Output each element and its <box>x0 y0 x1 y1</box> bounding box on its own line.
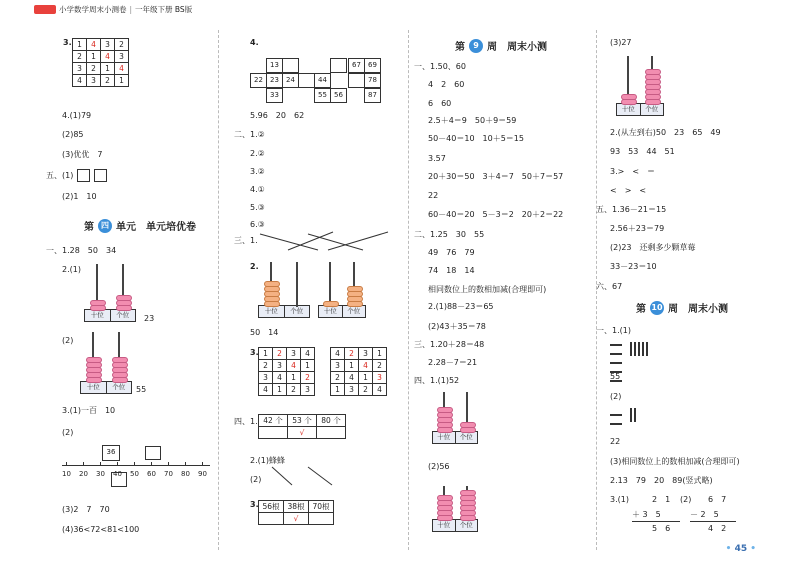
vertical-calc: ＋ 3 5 <box>632 510 661 519</box>
answer-grid <box>72 38 129 87</box>
answer-line: (2) <box>250 475 262 484</box>
answer-line: 3.(1)一百 10 <box>62 406 116 415</box>
choice-table: 42 个 53 个 80 个 √ <box>258 414 346 439</box>
answer-line: (2)1 10 <box>62 192 97 201</box>
connect-lines <box>270 465 340 489</box>
grid-cell: 1 <box>101 63 115 75</box>
answer-line: 60－40＝20 5－3＝2 20＋2＝22 <box>428 210 564 219</box>
answer-line: 74 18 14 <box>428 266 475 275</box>
blank-cell <box>298 73 315 88</box>
grid-cell: 2 <box>373 360 387 372</box>
week-number-badge: 10 <box>650 301 664 315</box>
answer-line: 一、1.50、60 <box>414 62 466 71</box>
answer-line: 22 <box>428 191 439 200</box>
ruler-tick <box>100 462 101 466</box>
number-cell: 87 <box>364 88 381 103</box>
answer-line: 六、67 <box>596 282 623 291</box>
page-header: 小学数学周末小测卷 | 一年级下册 BS版 <box>34 4 192 15</box>
answer-line: (3)相同数位上的数相加减(合理即可) <box>610 457 740 466</box>
answer-line: 3.57 <box>428 154 446 163</box>
answer-grid <box>258 347 315 396</box>
answer-line: 2.28－7＝21 <box>428 358 478 367</box>
answer-line: 2.13 79 20 89(竖式略) <box>610 476 713 485</box>
abacus-base: 十位 个位 <box>616 103 664 116</box>
number-cell: 67 <box>348 58 365 73</box>
answer-line: < > < <box>610 186 647 195</box>
ruler-tick <box>202 462 203 466</box>
abacus-base: 十位 个位 <box>84 309 136 322</box>
q3-label: 3. <box>63 38 72 47</box>
vertical-calc: 6 7 <box>708 495 727 504</box>
grid-cell: 3 <box>259 372 273 384</box>
answer-line: 五、(1) <box>46 171 74 180</box>
grid-cell: 3 <box>359 348 373 360</box>
abacus-bead <box>437 407 453 413</box>
answer-line: 2.5＋4＝9 50＋9＝59 <box>428 116 517 125</box>
number-cell: 23 <box>266 73 283 88</box>
answer-line: (2)23 还剩多少颗草莓 <box>610 243 696 252</box>
grid-cell: 4 <box>87 39 101 51</box>
grid-cell: 2 <box>101 75 115 87</box>
abacus-bead <box>347 286 363 292</box>
answer-line: (3)优优 7 <box>62 150 103 159</box>
abacus <box>432 486 478 532</box>
answer-line: 33－23＝10 <box>610 262 657 271</box>
ruler-tick <box>117 462 118 466</box>
ruler-tick <box>151 462 152 466</box>
q2-label: 2. <box>250 262 259 271</box>
answer-line: (2) <box>62 336 74 345</box>
ruler-label: 40 <box>113 470 122 478</box>
number-line <box>62 465 210 466</box>
grid-cell: 1 <box>115 75 129 87</box>
ruler-label: 20 <box>79 470 88 478</box>
answer-line: (2) <box>62 428 74 437</box>
vertical-calc: 5 6 <box>652 524 671 533</box>
header-title: 小学数学周末小测卷 <box>59 5 127 14</box>
answer-line: 四、1. <box>234 417 258 426</box>
blank-box <box>94 169 107 182</box>
answer-line: (4)36<72<81<100 <box>62 525 140 534</box>
answer-line: 4.① <box>250 185 265 194</box>
grid-cell: 3 <box>115 51 129 63</box>
abacus-base: 十位 个位 <box>80 381 132 394</box>
number-cell: 22 <box>250 73 267 88</box>
ruler-label: 80 <box>181 470 190 478</box>
ruler-label: 50 <box>130 470 139 478</box>
abacus-bead <box>112 357 128 363</box>
matching-lines <box>258 228 398 254</box>
answer-line: 2.(1) <box>62 265 81 274</box>
brand-logo-icon <box>34 5 56 14</box>
calc-divider <box>690 521 736 522</box>
answer-line: 6 60 <box>428 99 452 108</box>
grid-cell: 1 <box>359 372 373 384</box>
answer-line: 50 14 <box>250 328 279 337</box>
answer-line: (2) <box>610 392 622 401</box>
answer-grid <box>330 347 387 396</box>
answer-line: 相同数位上的数相加减(合理即可) <box>428 285 547 294</box>
grid-cell: 3 <box>301 384 315 396</box>
number-box: 36 <box>102 445 120 461</box>
dot-icon: • <box>725 544 732 554</box>
grid-cell: 3 <box>331 360 345 372</box>
ruler-label: 90 <box>198 470 207 478</box>
answer-line: 5.③ <box>250 203 265 212</box>
grid-cell: 2 <box>345 348 359 360</box>
answer-line: 2.(1)蜂蜂 <box>250 456 285 465</box>
answer-line: 2.(从左到右)50 23 65 49 <box>610 128 721 137</box>
abacus-bead <box>86 357 102 363</box>
answer-line: 五、1.36－21＝15 <box>596 205 667 214</box>
abacus-bead <box>264 281 280 287</box>
grid-cell: 1 <box>87 51 101 63</box>
answer-line: 4 2 60 <box>428 80 465 89</box>
grid-cell: 3 <box>287 348 301 360</box>
answer-line: 49 76 79 <box>428 248 475 257</box>
answer-line: 2.56＋23＝79 <box>610 224 665 233</box>
grid-cell: 4 <box>373 384 387 396</box>
blank-cell <box>348 73 365 88</box>
grid-cell: 2 <box>115 39 129 51</box>
answer-line: 三、1. <box>234 236 258 245</box>
calc-divider <box>632 521 680 522</box>
choice-table: 56根 38根 70根 √ <box>258 500 334 525</box>
ruler-tick <box>185 462 186 466</box>
answer-line: 一、1.(1) <box>596 326 631 335</box>
answer-line: (3)27 <box>610 38 632 47</box>
grid-cell: 4 <box>345 372 359 384</box>
answer-line: 三、1.20＋28＝48 <box>414 340 485 349</box>
answer-line: 4.(1)79 <box>62 111 92 120</box>
ruler-tick <box>66 462 67 466</box>
check-mark: √ <box>288 427 317 439</box>
grid-cell: 2 <box>87 63 101 75</box>
answer-line: 3.(1) <box>610 495 629 504</box>
grid-cell: 4 <box>359 360 373 372</box>
grid-cell: 4 <box>115 63 129 75</box>
unit-number-badge: 四 <box>98 219 112 233</box>
abacus-bead <box>460 490 476 496</box>
answer-line: 3.> < ＝ <box>610 167 656 176</box>
number-cell: 56 <box>330 88 347 103</box>
dot-icon: • <box>750 544 756 554</box>
abacus-bead <box>645 69 661 75</box>
abacus-base: 十位 个位 <box>432 431 478 444</box>
abacus <box>432 392 478 444</box>
number-cell: 44 <box>314 73 331 88</box>
answer-line: 93 53 44 51 <box>610 147 675 156</box>
abacus <box>616 56 664 116</box>
grid-cell: 3 <box>73 63 87 75</box>
abacus-bead <box>323 301 339 307</box>
column-divider <box>218 30 219 550</box>
grid-cell: 4 <box>101 51 115 63</box>
grid-cell: 4 <box>287 360 301 372</box>
vertical-calc: 4 2 <box>708 524 727 533</box>
q3-label: 3. <box>250 348 259 357</box>
q3-label: 3. <box>250 500 259 509</box>
grid-cell: 2 <box>273 348 287 360</box>
grid-cell: 4 <box>331 348 345 360</box>
grid-cell: 1 <box>259 348 273 360</box>
grid-cell: 2 <box>359 384 373 396</box>
grid-cell: 1 <box>345 360 359 372</box>
grid-cell: 4 <box>273 372 287 384</box>
number-cell: 24 <box>282 73 299 88</box>
answer-line: 2.(1)88－23＝65 <box>428 302 494 311</box>
grid-cell: 4 <box>73 75 87 87</box>
number-cell: 55 <box>314 88 331 103</box>
answer-line: 22 <box>610 437 621 446</box>
answer-line: (2)85 <box>62 130 84 139</box>
answer-line: 6.③ <box>250 220 265 229</box>
grid-cell: 2 <box>331 372 345 384</box>
answer-line: 55 <box>136 385 147 394</box>
vertical-calc: － 2 5 <box>690 510 719 519</box>
grid-cell: 2 <box>287 384 301 396</box>
grid-cell: 2 <box>73 51 87 63</box>
week-title: 第 9 周 周末小测 <box>455 40 547 53</box>
grid-cell: 3 <box>101 39 115 51</box>
abacus-bead <box>460 422 476 428</box>
answer-line: 3.② <box>250 167 265 176</box>
answer-line: (3)2 7 70 <box>62 505 110 514</box>
answer-line: 二、1.② <box>234 130 265 139</box>
ruler-tick <box>134 462 135 466</box>
abacus-bead <box>116 295 132 301</box>
abacus-base: 十位 个位 <box>318 305 366 318</box>
tally-sticks-icon <box>630 408 638 424</box>
grid-cell: 4 <box>301 348 315 360</box>
number-cell: 33 <box>266 88 283 103</box>
answer-line: (2)43＋35＝78 <box>428 322 486 331</box>
answer-line: (2)56 <box>428 462 450 471</box>
ruler-tick <box>83 462 84 466</box>
abacus-base: 十位 个位 <box>432 519 478 532</box>
grid-cell: 1 <box>287 372 301 384</box>
abacus <box>80 332 132 394</box>
answer-line: 20＋30＝50 3＋4＝7 50＋7＝57 <box>428 172 564 181</box>
answer-line: 一、1.28 50 34 <box>46 246 117 255</box>
grid-cell: 4 <box>259 384 273 396</box>
week-number-badge: 9 <box>469 39 483 53</box>
abacus <box>258 262 310 318</box>
grid-cell: 1 <box>273 384 287 396</box>
q4-label: 4. <box>250 38 259 47</box>
grid-cell: 1 <box>331 384 345 396</box>
abacus-rod <box>296 262 298 307</box>
answer-line: 55 <box>610 372 621 381</box>
page-number: • 45 • <box>725 544 756 554</box>
abacus <box>318 262 366 318</box>
week-title: 第 10 周 周末小测 <box>636 302 728 315</box>
grid-cell: 2 <box>301 372 315 384</box>
answer-line: 2.② <box>250 149 265 158</box>
unit-title: 第 四 单元 单元培优卷 <box>84 220 196 233</box>
vertical-calc: 2 1 <box>652 495 671 504</box>
blank-box <box>77 169 90 182</box>
grid-cell: 3 <box>373 372 387 384</box>
blank-cell <box>330 58 347 73</box>
ruler-label: 10 <box>62 470 71 478</box>
number-cell: 78 <box>364 73 381 88</box>
abacus-bead <box>437 495 453 501</box>
header-grade: 一年级下册 BS版 <box>135 5 193 14</box>
answer-line: 5.96 20 62 <box>250 111 305 120</box>
number-cell: 13 <box>266 58 283 73</box>
grid-cell: 3 <box>273 360 287 372</box>
abacus <box>84 264 136 322</box>
tally-sticks-icon <box>630 342 650 358</box>
blank-box <box>145 446 161 460</box>
answer-line: 二、1.25 30 55 <box>414 230 485 239</box>
grid-cell: 1 <box>73 39 87 51</box>
blank-cell <box>282 58 299 73</box>
abacus-bead <box>621 94 637 100</box>
answer-line: 四、1.(1)52 <box>414 376 460 385</box>
grid-cell: 3 <box>345 384 359 396</box>
ruler-tick <box>168 462 169 466</box>
ruler-label: 70 <box>164 470 173 478</box>
abacus-base: 十位 个位 <box>258 305 310 318</box>
grid-cell: 1 <box>373 348 387 360</box>
answer-line: 23 <box>144 314 155 323</box>
column-divider <box>408 30 409 550</box>
answer-line: (2) <box>680 495 692 504</box>
tally-bars-icon <box>610 410 624 428</box>
ruler-label: 30 <box>96 470 105 478</box>
grid-cell: 1 <box>301 360 315 372</box>
number-cell: 69 <box>364 58 381 73</box>
grid-cell: 3 <box>87 75 101 87</box>
abacus-bead <box>90 300 106 306</box>
answer-line: 50－40＝10 10＋5＝15 <box>428 134 524 143</box>
grid-cell: 2 <box>259 360 273 372</box>
check-mark: √ <box>284 513 309 525</box>
ruler-label: 60 <box>147 470 156 478</box>
